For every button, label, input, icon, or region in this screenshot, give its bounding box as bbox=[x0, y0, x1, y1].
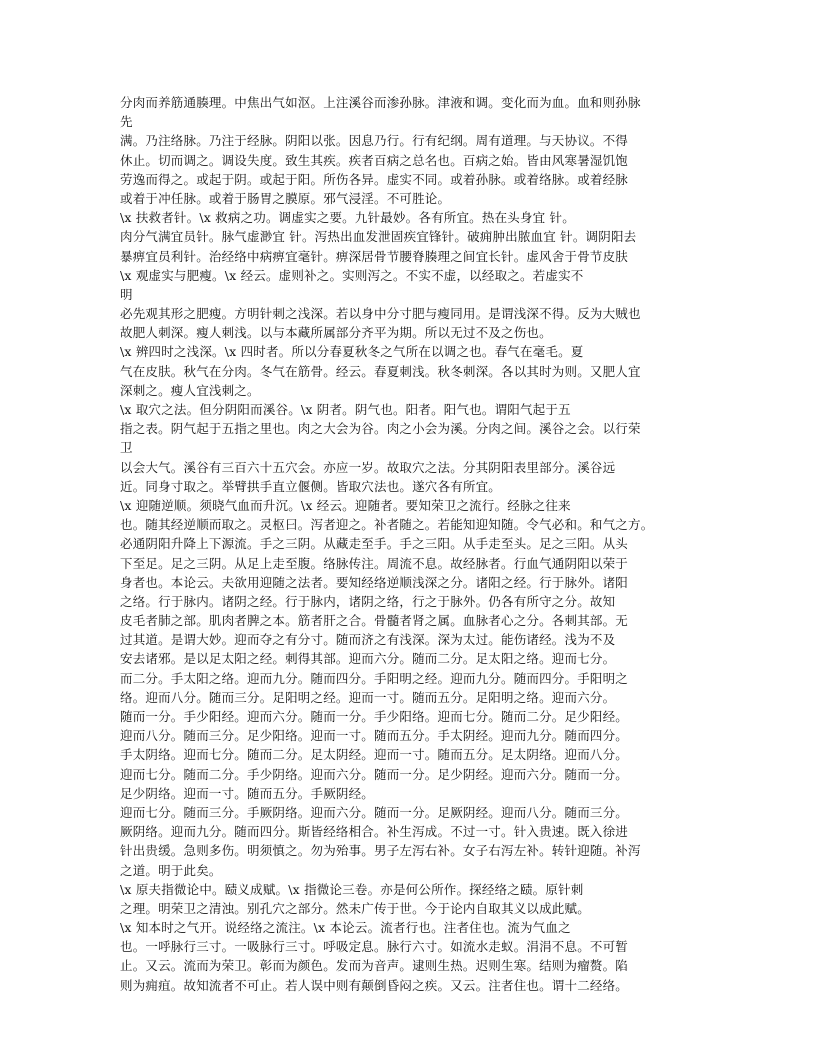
document-page bbox=[120, 93, 700, 995]
text-line: 近。同身寸取之。举臂拱手直立偃侧。皆取穴法也。遂穴各有所宜。 bbox=[120, 478, 502, 494]
text-line: 明 bbox=[120, 286, 133, 302]
text-line: 之道。明于此矣。 bbox=[120, 862, 222, 878]
text-line: 厥阴络。迎而九分。随而四分。斯皆经络相合。补生泻成。不过一寸。针入贵速。既入徐进 bbox=[120, 824, 629, 840]
text-line: 先 bbox=[120, 114, 133, 130]
text-line: 迎而七分。随而二分。手少阴络。迎而六分。随而一分。足少阴经。迎而六分。随而一分。 bbox=[120, 766, 629, 782]
text-line: 之络。行于脉内。诸阴之经。行于脉内，诸阴之络，行之于脉外。仍各有所守之分。故知 bbox=[120, 593, 616, 609]
text-line: 以会大气。溪谷有三百六十五穴会。亦应一岁。故取穴之法。分其阴阳表里部分。溪谷远 bbox=[120, 459, 616, 475]
text-line: 过其道。是谓大妙。迎而夺之有分寸。随而济之有浅深。深为太过。能伤诸经。浅为不及 bbox=[120, 632, 616, 648]
text-line: 深刺之。瘦人宜浅刺之。 bbox=[120, 382, 260, 398]
text-line: 必通阴阳升降上下源流。手之三阴。从藏走至手。手之三阳。从手走至头。足之三阳。从头 bbox=[120, 536, 629, 552]
text-line: 满。乃注络脉。乃注于经脉。阴阳以张。因息乃行。行有纪纲。周有道理。与天协议。不得 bbox=[120, 133, 629, 149]
text-line: 皮毛者肺之部。肌肉者脾之本。筋者肝之合。骨髓者肾之属。血脉者心之分。各刺其部。无 bbox=[120, 613, 629, 629]
text-line: 肉分气满宜员针。脉气虚渺宜 针。泻热出血发泄固疾宜锋针。破痈肿出脓血宜 针。调阴阳去 bbox=[120, 229, 637, 245]
text-line: 卫 bbox=[120, 440, 133, 456]
text-line: \x 取穴之法。但分阴阳而溪谷。\x 阴者。阴气也。阳者。阳气也。谓阳气起于五 bbox=[120, 402, 571, 417]
text-line: 随而一分。手少阳经。迎而六分。随而一分。手少阳络。迎而七分。随而二分。足少阳经。 bbox=[120, 709, 629, 724]
text-line: \x 知本时之气开。说经络之流注。\x 本论云。流者行也。注者住也。流为气血之 bbox=[120, 920, 571, 936]
text-line: 止。又云。流而为荣卫。彰而为颜色。发而为音声。逮则生热。迟则生寒。结则为瘤赘。陷 bbox=[120, 958, 629, 974]
text-line: 而二分。手太阳之络。迎而九分。随而四分。手阳明之经。迎而九分。随而四分。手阳明之 bbox=[120, 670, 629, 686]
text-line: 故肥人刺深。瘦人刺浅。以与本藏所属部分齐平为期。所以无过不及之伤也。 bbox=[120, 325, 552, 341]
text-line: 暴痹宜员利针。治经络中病痹宜毫针。痹深居骨节腰脊腠理之间宜长针。虚风舍于骨节皮肤 bbox=[120, 248, 629, 264]
text-line: 足少阴络。迎而一寸。随而五分。手厥阴经。 bbox=[120, 785, 375, 801]
text-line: 气在皮肤。秋气在分肉。冬气在筋骨。经云。春夏刺浅。秋冬刺深。各以其时为则。又肥人宜 bbox=[120, 363, 641, 379]
text-line: 身者也。本论云。夫欲用迎随之法者。要知经络逆顺浅深之分。诸阳之经。行于脉外。诸阳 bbox=[120, 574, 629, 590]
text-line: 则为痈疽。故知流者不可止。若人误中则有颠倒昏闷之疾。又云。注者住也。谓十二经络。 bbox=[120, 977, 629, 993]
text-line: 络。迎而八分。随而三分。足阳明之经。迎而一寸。随而五分。足阳明之络。迎而六分。 bbox=[120, 689, 616, 705]
text-line: 劳逸而得之。或起于阴。或起于阳。所伤各异。虚实不同。或着孙脉。或着络脉。或着经脉 bbox=[120, 171, 629, 187]
text-line: 分肉而养筋通腠理。中焦出气如沤。上注溪谷而渗孙脉。津液和调。变化而为血。血和则孙脉 bbox=[120, 95, 641, 110]
text-line: 下至足。足之三阴。从足上走至腹。络脉传注。周流不息。故经脉者。行血气通阴阳以荣于 bbox=[120, 555, 629, 571]
text-line: 或着于冲任脉。或着于肠胃之膜原。邪气浸淫。不可胜论。 bbox=[120, 190, 451, 206]
text-line: 也。随其经逆顺而取之。灵枢曰。泻者迎之。补者随之。若能知迎知随。令气必和。和气之方。 bbox=[120, 517, 654, 533]
text-line: \x 观虚实与肥瘦。\x 经云。虚则补之。实则泻之。不实不虚，以经取之。若虚实不 bbox=[120, 267, 584, 283]
text-line: 休止。切而调之。调设失度。致生其疾。疾者百病之总名也。百病之始。皆由风寒暑湿饥饱 bbox=[120, 152, 629, 168]
text-line: 必先观其形之肥瘦。方明针刺之浅深。若以身中分寸肥与瘦同用。是谓浅深不得。反为大贼也 bbox=[120, 306, 641, 322]
text-line: 迎而八分。随而三分。足少阳络。迎而一寸。随而五分。手太阴经。迎而九分。随而四分。 bbox=[120, 728, 629, 744]
text-line: 针出贵缓。急则多伤。明须慎之。勿为殆事。男子左泻右补。女子右泻左补。转针迎随。补泻 bbox=[120, 843, 641, 859]
text-line: 迎而七分。随而三分。手厥阴络。迎而六分。随而一分。足厥阴经。迎而八分。随而三分。 bbox=[120, 804, 629, 820]
text-line: \x 辨四时之浅深。\x 四时者。所以分春夏秋冬之气所在以调之也。春气在毫毛。夏 bbox=[120, 344, 584, 360]
text-line: 安去诸邪。是以足太阳之经。刺得其部。迎而六分。随而二分。足太阳之络。迎而七分。 bbox=[120, 651, 616, 667]
text-line: 也。一呼脉行三寸。一吸脉行三寸。呼吸定息。脉行六寸。如流水走蚁。涓涓不息。不可暂 bbox=[120, 939, 629, 955]
text-line: \x 原夫指微论中。赜义成赋。\x 指微论三卷。亦是何公所作。探经络之赜。原针刺 bbox=[120, 881, 584, 897]
text-line: 手太阴络。迎而七分。随而二分。足太阴经。迎而一寸。随而五分。足太阴络。迎而八分。 bbox=[120, 747, 629, 763]
text-line: \x 扶救者针。\x 救病之功。调虚实之要。九针最妙。各有所宜。热在头身宜 针。 bbox=[120, 210, 575, 226]
text-line: 之理。明荣卫之清浊。别孔穴之部分。然未广传于世。今于论内自取其义以成此赋。 bbox=[120, 900, 590, 916]
text-line: 指之表。阴气起于五指之里也。肉之大会为谷。肉之小会为溪。分肉之间。溪谷之会。以行荣 bbox=[120, 421, 641, 437]
text-line: \x 迎随逆顺。须晓气血而升沉。\x 经云。迎随者。要知荣卫之流行。经脉之往来 bbox=[120, 497, 571, 513]
